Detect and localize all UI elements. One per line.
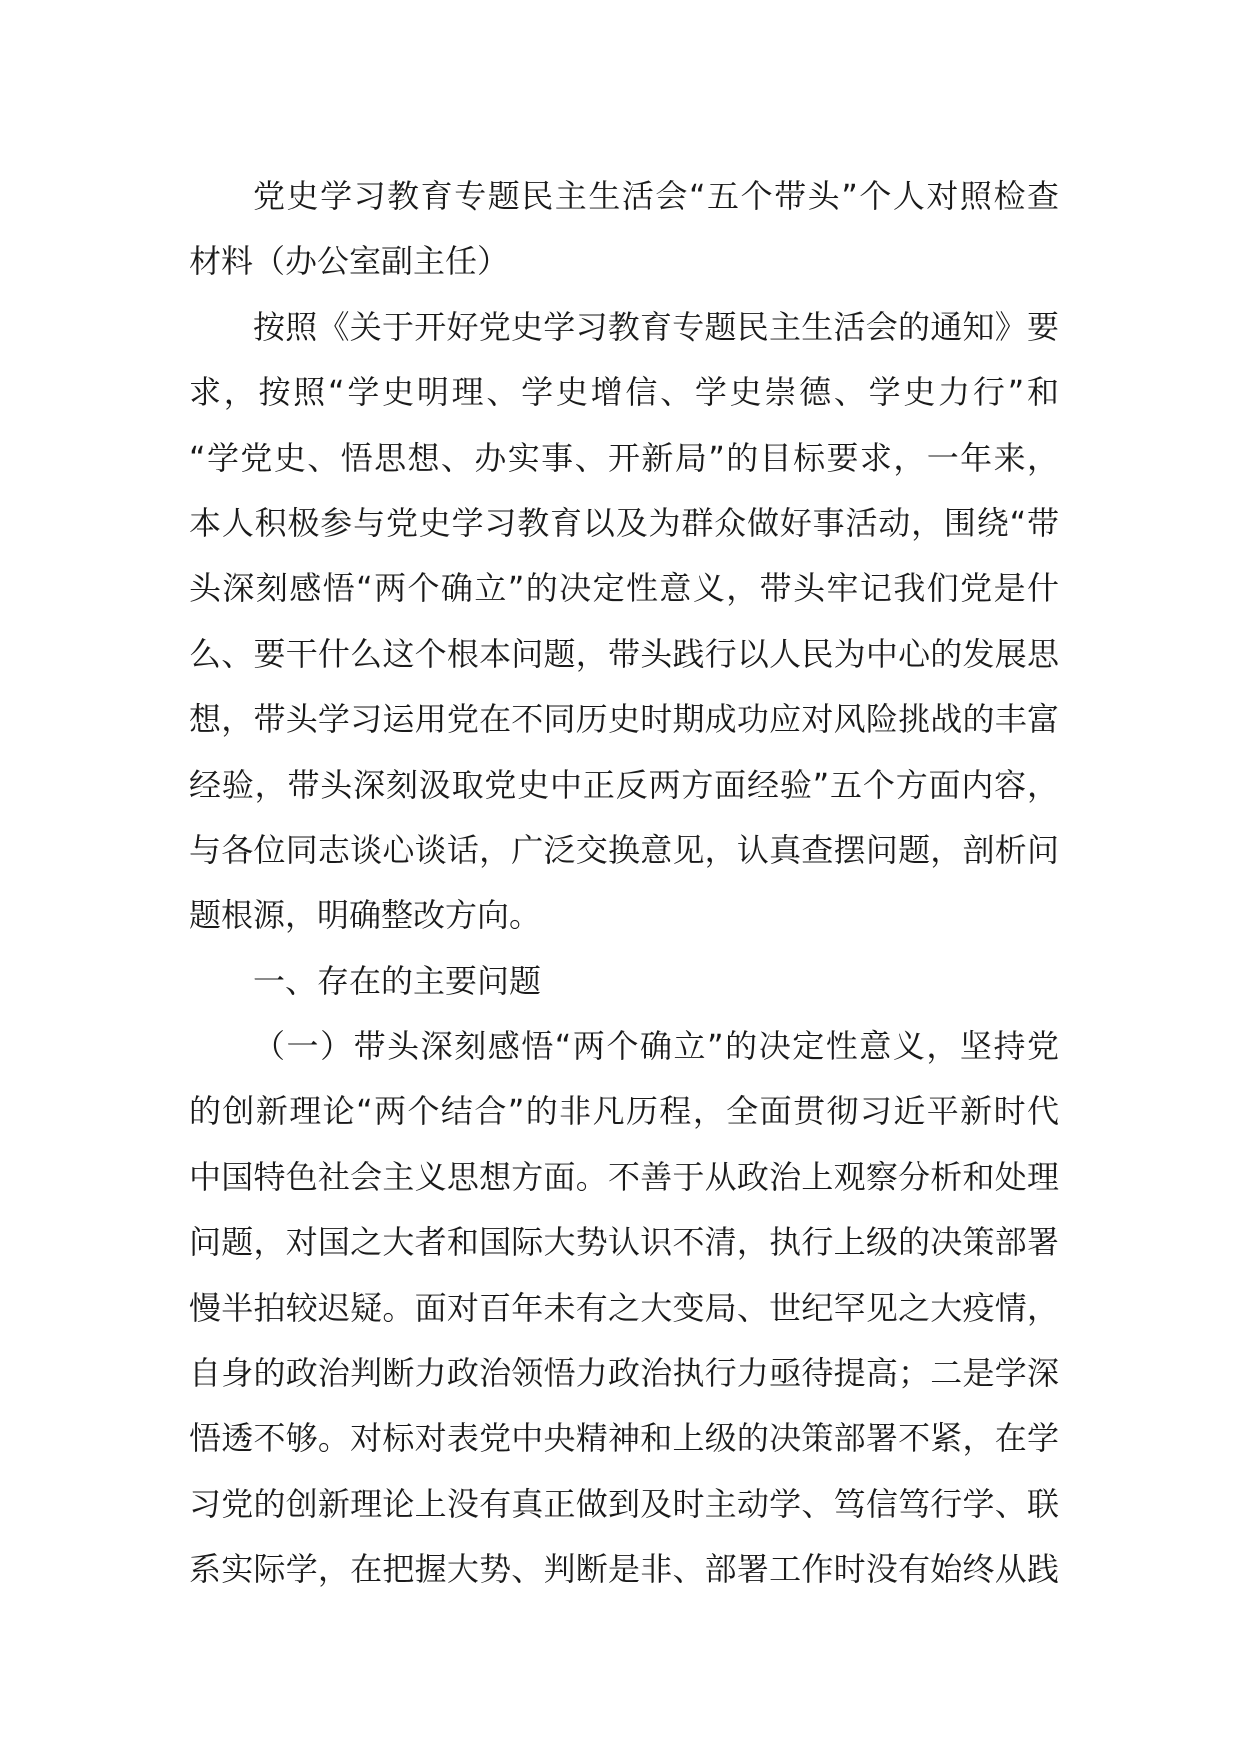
intro-line: “学党史、悟思想、办实事、开新局”的目标要求，一年来， bbox=[189, 438, 1059, 477]
body-line: 慢半拍较迟疑。面对百年未有之大变局、世纪罕见之大疫情， bbox=[189, 1288, 1059, 1327]
body-line: 习党的创新理论上没有真正做到及时主动学、笃信笃行学、联 bbox=[189, 1484, 1059, 1523]
title-line: 材料（办公室副主任） bbox=[189, 242, 510, 281]
intro-line: 按照《关于开好党史学习教育专题民主生活会的通知》要 bbox=[253, 307, 1059, 346]
section-heading: 一、存在的主要问题 bbox=[253, 961, 542, 1000]
body-line: 中国特色社会主义思想方面。不善于从政治上观察分析和处理 bbox=[189, 1157, 1059, 1196]
body-line: 问题，对国之大者和国际大势认识不清，执行上级的决策部署 bbox=[189, 1223, 1059, 1262]
intro-line: 求，按照“学史明理、学史增信、学史崇德、学史力行”和 bbox=[189, 373, 1059, 412]
title-line: 党史学习教育专题民主生活会“五个带头”个人对照检查 bbox=[253, 177, 1059, 215]
intro-line: 经验，带头深刻汲取党史中正反两方面经验”五个方面内容， bbox=[189, 765, 1059, 804]
intro-line: 与各位同志谈心谈话，广泛交换意见，认真查摆问题，剖析问 bbox=[189, 830, 1059, 869]
intro-paragraph bbox=[189, 295, 1059, 949]
document-title bbox=[189, 164, 1059, 295]
body-line: 的创新理论“两个结合”的非凡历程，全面贯彻习近平新时代 bbox=[189, 1092, 1059, 1131]
body-line: 系实际学，在把握大势、判断是非、部署工作时没有始终从践 bbox=[189, 1550, 1059, 1589]
body-line: （一）带头深刻感悟“两个确立”的决定性意义，坚持党 bbox=[253, 1027, 1059, 1066]
intro-line: 题根源，明确整改方向。 bbox=[189, 896, 542, 935]
document-body bbox=[189, 164, 1059, 1603]
section-item-paragraph bbox=[189, 1014, 1059, 1603]
intro-line: 头深刻感悟“两个确立”的决定性意义，带头牢记我们党是什 bbox=[189, 569, 1059, 608]
intro-line: 本人积极参与党史学习教育以及为群众做好事活动，围绕“带 bbox=[189, 503, 1059, 542]
intro-line: 么、要干什么这个根本问题，带头践行以人民为中心的发展思 bbox=[189, 634, 1059, 673]
body-line: 悟透不够。对标对表党中央精神和上级的决策部署不紧，在学 bbox=[189, 1419, 1059, 1458]
body-line: 自身的政治判断力政治领悟力政治执行力亟待提高；二是学深 bbox=[189, 1354, 1059, 1393]
intro-line: 想，带头学习运用党在不同历史时期成功应对风险挑战的丰富 bbox=[189, 700, 1059, 739]
